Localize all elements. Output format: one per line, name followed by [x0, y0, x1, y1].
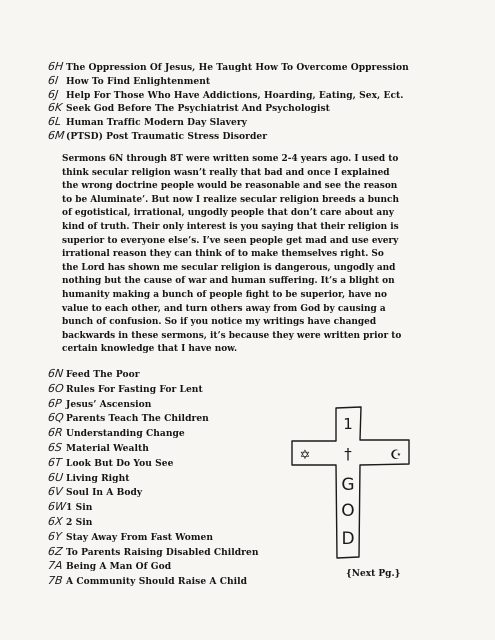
paragraph-line: Sermons 6N through 8T were written some 2-4 years ago. I used to	[62, 154, 399, 164]
sermon-code: 6T	[47, 455, 63, 469]
hand-drawn-cross	[288, 402, 418, 562]
sermon-title: Feed The Poor	[66, 369, 140, 380]
sermon-title: Jesus’ Ascension	[66, 398, 152, 410]
cross-center-dagger: †	[344, 445, 352, 463]
sermon-index-top	[48, 60, 468, 143]
sermon-title: A Community Should Raise A Child	[66, 576, 248, 588]
sermon-title: Being A Man Of God	[66, 561, 172, 573]
paragraph-line: value to each other, and turn others away from God by causing a	[62, 303, 386, 314]
cross-top-number: 1	[343, 415, 353, 433]
sermon-title: Seek God Before The Psychiatrist And Psychologist	[66, 103, 330, 115]
sermon-code: 6K	[47, 101, 63, 115]
paragraph-line: to be Aluminate’. But now I realize secular religion breeds a bunch	[62, 194, 399, 205]
sermon-code: 6H	[47, 60, 64, 73]
sermon-title: Help For Those Who Have Addictions, Hoarding, Eating, Sex, Ect.	[66, 89, 404, 101]
sermon-title: 1 Sin	[66, 502, 93, 514]
star-of-david-icon: ✡	[299, 448, 311, 463]
sermon-entry	[48, 115, 468, 129]
sermon-entry	[48, 515, 298, 530]
god-letter-g: G	[341, 475, 355, 495]
sermon-entry	[48, 74, 468, 88]
sermon-code: 6I	[47, 73, 59, 87]
sermon-title: To Parents Raising Disabled Children	[66, 546, 259, 558]
god-letter-o: O	[341, 501, 355, 521]
paragraph-line: nothing but the cause of war and human suffering. It’s a blight on	[62, 276, 395, 287]
sermon-title: Human Traffic Modern Day Slavery	[66, 117, 247, 129]
sermon-entry	[48, 88, 468, 102]
sermon-entry	[48, 60, 468, 74]
paragraph-line: backwards in these sermons, it’s because they were written prior to	[62, 330, 402, 341]
sermon-code: 6J	[47, 87, 59, 101]
sermon-title: The Oppression Of Jesus, He Taught How To Overcome Oppression	[66, 62, 409, 73]
paragraph-line: bunch of confusion. So if you notice my writings have changed	[62, 317, 377, 328]
sermon-entry	[48, 382, 298, 397]
sermon-entry	[48, 559, 298, 574]
paragraph-line: of egotistical, irrational, ungodly people that don’t care about any	[62, 208, 394, 219]
sermon-code: 6X	[47, 514, 64, 528]
sermon-title: Soul In A Body	[66, 487, 143, 499]
next-page-note: {Next Pg.}	[346, 569, 401, 579]
sermon-code: 6V	[47, 485, 64, 499]
sermon-code: 6Z	[47, 544, 64, 558]
sermon-title: How To Find Enlightenment	[66, 75, 211, 87]
sermon-entry	[48, 530, 298, 545]
sermon-entry	[48, 426, 298, 441]
sermon-code: 6P	[47, 396, 63, 410]
sermon-code: 6S	[47, 440, 63, 454]
sermon-code: 6U	[47, 470, 64, 484]
sermon-title: (PTSD) Post Traumatic Stress Disorder	[66, 130, 268, 142]
sermon-entry	[48, 456, 298, 471]
sermon-entry	[48, 367, 298, 382]
sermon-title: Living Right	[66, 472, 130, 484]
paragraph-line: think secular religion wasn’t really that bad and once I explained	[62, 167, 390, 178]
sermon-code: 6N	[47, 367, 64, 380]
paragraph-line: certain knowledge that I have now.	[62, 344, 238, 355]
sermon-entry	[48, 411, 298, 426]
sermon-code: 7A	[47, 559, 64, 573]
sermon-entry	[48, 485, 298, 500]
sermon-title: 2 Sin	[66, 516, 93, 528]
sermon-entry	[48, 441, 298, 456]
sermon-title: Understanding Change	[66, 428, 185, 440]
sermon-code: 6R	[47, 426, 64, 440]
sermon-code: 6W	[47, 500, 67, 514]
star-and-crescent-icon: ☪	[390, 448, 402, 463]
paragraph-line: kind of truth. Their only interest is you saying that their religion is	[62, 221, 399, 232]
paragraph-line: humanity making a bunch of people fight to be superior, have no	[62, 289, 388, 300]
paragraph-line: irrational reason they can think of to make themselves right. So	[62, 249, 384, 260]
sermon-title: Stay Away From Fast Women	[66, 531, 214, 543]
sermon-entry	[48, 574, 298, 589]
sermon-entry	[48, 397, 298, 412]
paragraph-line: superior to everyone else’s. I’ve seen people get mad and use every	[62, 235, 399, 246]
sermon-entry	[48, 101, 468, 115]
sermon-index-bottom	[48, 367, 298, 589]
god-letter-d: D	[341, 529, 355, 549]
sermon-entry	[48, 545, 298, 560]
sermon-code: 6Q	[47, 411, 65, 425]
sermon-entry	[48, 500, 298, 515]
sermon-entry	[48, 129, 468, 143]
paragraph-line: the wrong doctrine people would be reasonable and see the reason	[62, 181, 398, 192]
sermon-title: Parents Teach The Children	[66, 413, 209, 425]
sermon-title: Look But Do You See	[66, 457, 174, 469]
sermon-title: Material Wealth	[66, 442, 149, 454]
sermon-code: 6Y	[47, 529, 63, 543]
sermon-entry	[48, 471, 298, 486]
paragraph-line: the Lord has shown me secular religion is dangerous, ungodly and	[62, 262, 396, 273]
sermon-code: 6O	[47, 381, 65, 395]
sermon-code: 6M	[47, 128, 66, 142]
sermon-title: Rules For Fasting For Lent	[66, 383, 203, 395]
explanatory-paragraph	[62, 153, 438, 357]
sermon-code: 6L	[47, 115, 62, 129]
sermon-code: 7B	[47, 574, 64, 588]
